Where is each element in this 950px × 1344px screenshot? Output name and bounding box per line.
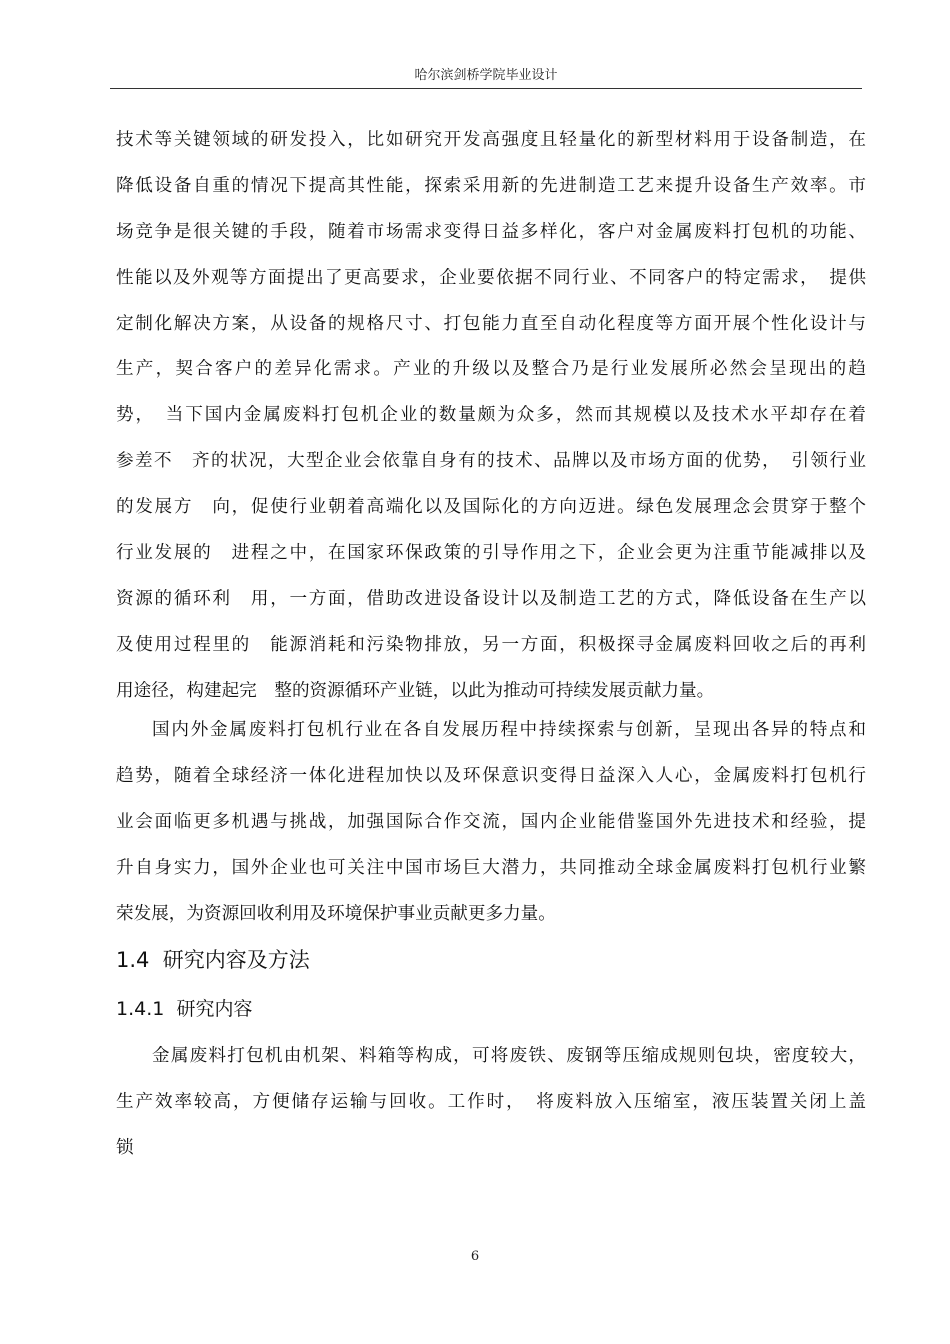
text-line: 生产，契合客户的差异化需求。产业的升级以及整合乃是行业发展所必然会呈现出的趋 (116, 359, 866, 380)
text-line: 荣发展，为资源回收利用及环境保护事业贡献更多力量。 (116, 903, 556, 924)
subsection-number: 1.4.1 (116, 998, 165, 1020)
text-line: 国内外金属废料打包机行业在各自发展历程中持续探索与创新，呈现出各异的特点和 (152, 720, 866, 740)
section-heading (116, 944, 310, 976)
text-line: 资源的循环利 用，一方面，借助改进设备设计以及制造工艺的方式，降低设备在生产以 (116, 588, 866, 609)
text-line: 降低设备自重的情况下提高其性能，探索采用新的先进制造工艺来提升设备生产效率。市 (116, 175, 866, 196)
text-line: 定制化解决方案，从设备的规格尺寸、打包能力直至自动化程度等方面开展个性化设计与 (116, 313, 866, 334)
text-line: 升自身实力，国外企业也可关注中国市场巨大潜力，共同推动全球金属废料打包机行业繁 (116, 857, 866, 878)
text-line: 性能以及外观等方面提出了更高要求，企业要依据不同行业、不同客户的特定需求， 提供 (116, 267, 866, 288)
text-line: 参差不 齐的状况，大型企业会依靠自身有的技术、品牌以及市场方面的优势， 引领行业 (116, 451, 866, 472)
text-line: 业会面临更多机遇与挑战，加强国际合作交流，国内企业能借鉴国外先进技术和经验，提 (116, 811, 866, 832)
text-line: 场竞争是很关键的手段，随着市场需求变得日益多样化，客户对金属废料打包机的功能、 (116, 221, 866, 242)
header-divider (110, 88, 862, 89)
section-title: 研究内容及方法 (162, 948, 310, 972)
paragraph-2 (116, 708, 866, 937)
text-line: 锁 (116, 1137, 134, 1158)
paragraph-3 (116, 1034, 866, 1172)
paragraph-1 (116, 118, 866, 715)
subsection-title: 研究内容 (176, 998, 253, 1020)
text-line: 用途径，构建起完 整的资源循环产业链，以此为推动可持续发展贡献力量。 (116, 680, 715, 701)
text-line: 金属废料打包机由机架、料箱等构成，可将废铁、废钢等压缩成规则包块，密度较大， (152, 1046, 866, 1066)
subsection-heading (116, 994, 252, 1024)
section-number: 1.4 (116, 948, 150, 972)
text-line: 势， 当下国内金属废料打包机企业的数量颇为众多，然而其规模以及技术水平却存在着 (116, 405, 866, 426)
text-line: 技术等关键领域的研发投入，比如研究开发高强度且轻量化的新型材料用于设备制造，在 (116, 130, 866, 150)
text-line: 趋势，随着全球经济一体化进程加快以及环保意识变得日益深入人心，金属废料打包机行 (116, 765, 866, 786)
text-line: 生产效率较高，方便储存运输与回收。工作时， 将废料放入压缩室，液压装置关闭上盖 (116, 1091, 866, 1112)
text-line: 及使用过程里的 能源消耗和污染物排放，另一方面，积极探寻金属废料回收之后的再利 (116, 634, 866, 655)
page-number: 6 (470, 1249, 480, 1264)
page-header: 哈尔滨剑桥学院毕业设计 (414, 68, 558, 83)
text-line: 行业发展的 进程之中，在国家环保政策的引导作用之下，企业会更为注重节能减排以及 (116, 543, 866, 564)
text-line: 的发展方 向，促使行业朝着高端化以及国际化的方向迈进。绿色发展理念会贯穿于整个 (116, 497, 866, 518)
